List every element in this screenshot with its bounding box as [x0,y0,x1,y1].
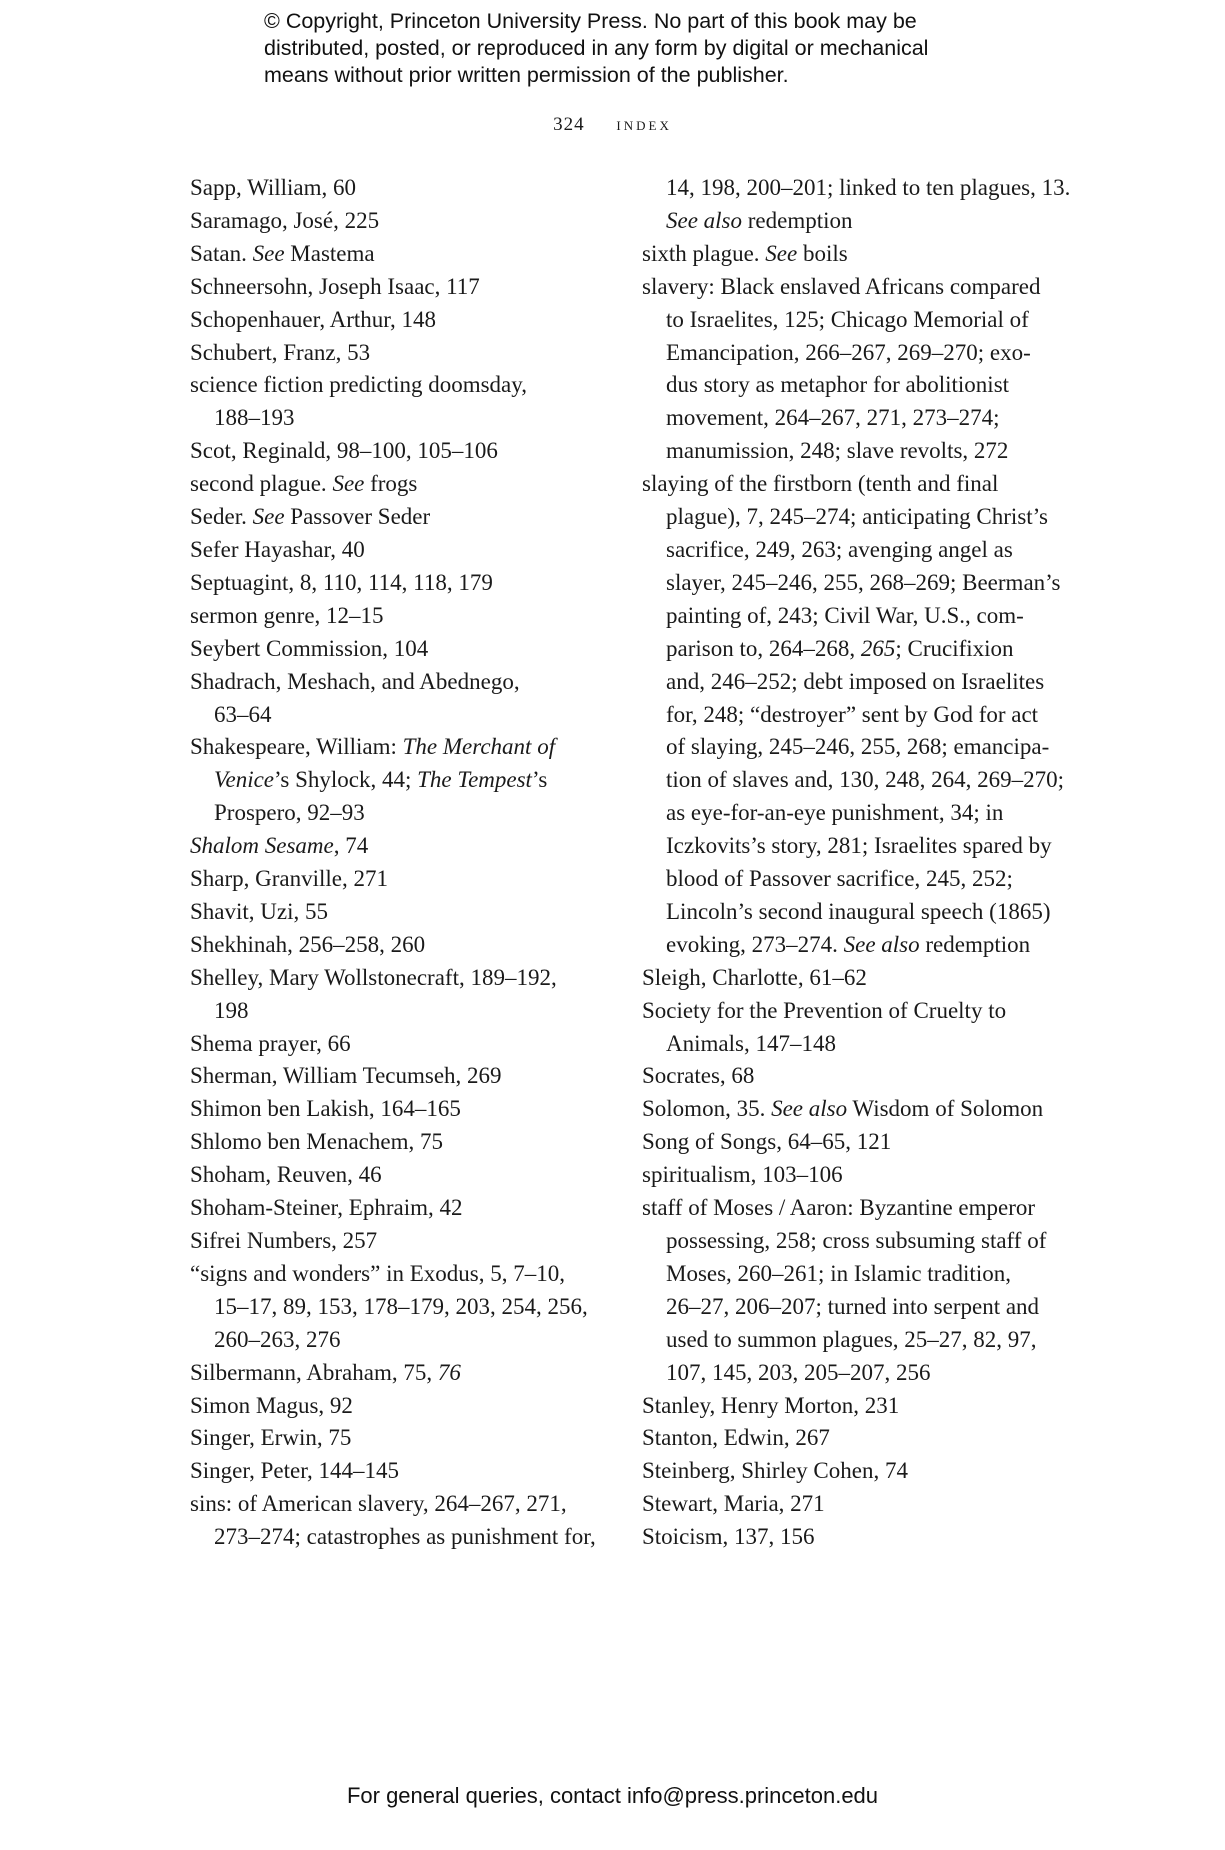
index-column-left [190,172,600,1554]
index-entry-continuation [642,863,1060,896]
index-entry [190,1159,600,1192]
entry-text: 15–17, 89, 153, 178–179, 203, 254, 256, [214,1293,588,1319]
entry-text: slavery: Black enslaved Africans compared [642,273,1041,299]
entry-text: Steinberg, Shirley Cohen, 74 [642,1458,908,1484]
index-entry-continuation [642,337,1060,370]
entry-text: sermon genre, 12–15 [190,602,384,628]
entry-text: Society for the Prevention of Cruelty to [642,997,1007,1023]
entry-text: Septuagint, 8, 110, 114, 118, 179 [190,569,493,595]
entry-text: dus story as metaphor for abolitionist [666,372,1010,398]
entry-text: Wisdom of Solomon [847,1096,1044,1122]
index-entry-continuation [190,1521,600,1554]
index-entry [190,1028,600,1061]
entry-text: sins: of American slavery, 264–267, 271, [190,1491,567,1517]
index-entry [190,1060,600,1093]
index-entry-continuation [642,764,1064,797]
entry-text: 26–27, 206–207; turned into serpent and [666,1293,1040,1319]
entry-text: Sapp, William, 60 [190,175,357,200]
entry-text: Stoicism, 137, 156 [642,1524,815,1550]
index-entry-continuation [642,304,1060,337]
entry-text: science fiction predicting doomsday, [190,372,528,398]
page-title: index [616,114,672,135]
entry-text: Passover Seder [284,504,431,530]
entry-text: redemption [742,207,853,233]
index-entry-continuation [642,501,1060,534]
index-entry-continuation [190,797,600,830]
entry-text: 273–274; catastrophes as punishment for, [214,1524,596,1550]
index-entry-continuation [642,567,1060,600]
entry-text: Shema prayer, 66 [190,1030,351,1056]
entry-text: Sleigh, Charlotte, 61–62 [642,964,867,990]
index-entry-continuation [642,1028,1060,1061]
index-entry [190,205,600,238]
index-entry [190,1192,600,1225]
entry-text: movement, 264–267, 271, 273–274; [666,405,1000,431]
index-entry [190,863,600,896]
entry-text: Stanley, Henry Morton, 231 [642,1392,900,1418]
italic-text: 265 [860,635,896,661]
entry-text: 260–263, 276 [214,1326,341,1352]
entry-text: Lincoln’s second inaugural speech (1865) [666,898,1051,924]
index-entry [190,567,600,600]
entry-text: Solomon, 35. [642,1096,772,1122]
entry-text: slaying of the firstborn (tenth and final [642,471,999,497]
index-entry [190,1390,600,1423]
index-entry [190,666,600,699]
entry-text: Satan. [190,240,253,266]
entry-text: ; Crucifixion [895,635,1014,661]
copyright-line: means without prior written permission of the publisher. [264,63,789,87]
entry-text: Animals, 147–148 [666,1030,836,1056]
entry-text: Shoham, Reuven, 46 [190,1162,382,1188]
entry-text: Socrates, 68 [642,1063,755,1089]
index-entry [190,337,600,370]
italic-text: See also [843,931,920,957]
entry-text: Mastema [284,240,375,266]
italic-text: See [252,504,285,530]
index-entry-continuation [642,699,1060,732]
index-entry [642,1455,1060,1488]
entry-text: staff of Moses / Aaron: Byzantine emperor [642,1195,1036,1221]
entry-text: Seybert Commission, 104 [190,635,429,661]
entry-text: Schneersohn, Joseph Isaac, 117 [190,273,480,299]
footer-contact: For general queries, contact info@press.princeton.edu [346,1783,879,1808]
index-entry-continuation [642,633,1060,666]
entry-text: plague), 7, 245–274; anticipating Christ’s [666,504,1049,530]
entry-text: frogs [364,471,418,497]
index-entry-continuation [190,995,600,1028]
entry-text: Scot, Reginald, 98–100, 105–106 [190,438,498,464]
entry-text: Emancipation, 266–267, 269–270; exo- [666,339,1031,365]
italic-text: The Tempest [417,767,532,793]
entry-text: 107, 145, 203, 205–207, 256 [666,1359,931,1385]
index-entry [190,896,600,929]
entry-text: 63–64 [214,701,272,727]
entry-text: spiritualism, 103–106 [642,1162,843,1188]
index-entry-continuation [642,1291,1060,1324]
entry-text: Sharp, Granville, 271 [190,866,389,892]
entry-text: Prospero, 92–93 [214,800,365,826]
index-entry [190,238,600,271]
index-entry-continuation [190,1291,600,1324]
entry-text: Shoham-Steiner, Ephraim, 42 [190,1195,463,1221]
italic-text: See [332,471,365,497]
entry-text: of slaying, 245–246, 255, 268; emancipa- [666,734,1050,760]
index-entry [190,1488,600,1521]
entry-text: Stewart, Maria, 271 [642,1491,825,1517]
entry-text: ’s [531,767,548,793]
entry-text: 198 [214,997,249,1023]
index-entry-continuation [642,1225,1060,1258]
entry-text: evoking, 273–274. [666,931,844,957]
entry-text: boils [797,240,848,266]
entry-text: Singer, Peter, 144–145 [190,1458,399,1484]
index-entry [190,501,600,534]
entry-text: , 74 [333,833,369,859]
index-entry [190,929,600,962]
index-entry [642,995,1060,1028]
index-entry [190,830,600,863]
index-entry [190,172,600,205]
index-entry [190,1455,600,1488]
index-entry-continuation [642,205,1060,238]
entry-text: Shekhinah, 256–258, 260 [190,931,426,957]
entry-text: Sherman, William Tecumseh, 269 [190,1063,502,1089]
index-entry [642,468,1060,501]
entry-text: Shadrach, Meshach, and Abednego, [190,668,520,694]
entry-text: Shavit, Uzi, 55 [190,898,328,924]
index-entry [190,1225,600,1258]
page-number: 324 [553,114,585,135]
entry-text: Shimon ben Lakish, 164–165 [190,1096,461,1122]
entry-text: Shlomo ben Menachem, 75 [190,1129,443,1155]
index-entry [190,369,600,402]
index-entry-continuation [642,929,1060,962]
index-entry [642,1390,1060,1423]
index-entry-continuation [642,1357,1060,1390]
index-entry-continuation [642,830,1060,863]
index-entry [642,1060,1060,1093]
italic-text: Shalom Sesame [190,833,334,859]
entry-text: Schubert, Franz, 53 [190,339,371,365]
index-entry [190,1093,600,1126]
index-entry-continuation [190,699,600,732]
index-entry [190,435,600,468]
index-entry [190,304,600,337]
index-entry [642,238,1060,271]
entry-text: to Israelites, 125; Chicago Memorial of [666,306,1029,332]
index-entry-continuation [642,666,1060,699]
entry-text: redemption [919,931,1031,957]
index-entry [642,1192,1060,1225]
index-column-right [642,172,1071,1554]
index-entry [642,1488,1060,1521]
copyright-line: distributed, posted, or reproduced in any form by digital or mechanical [264,36,929,60]
index-entry-continuation [642,731,1060,764]
index-entry [642,271,1060,304]
index-entry [190,731,600,764]
entry-text: for, 248; “destroyer” sent by God for act [666,701,1039,727]
index-entry-continuation [190,1324,600,1357]
entry-text: second plague. [190,471,333,497]
index-entry-continuation [642,1258,1060,1291]
italic-text: See [765,240,798,266]
index-entry-continuation [642,172,1071,205]
index-entry [642,1126,1060,1159]
italic-text: See also [666,207,743,233]
index-entry-continuation [642,797,1060,830]
index-entry [190,468,600,501]
index-entry [642,1521,1060,1554]
entry-text: Song of Songs, 64–65, 121 [642,1129,892,1155]
index-entry [190,962,600,995]
entry-text: slayer, 245–246, 255, 268–269; Beerman’s [666,569,1061,595]
entry-text: 14, 198, 200–201; linked to ten plagues, 13. [666,175,1071,200]
entry-text: and, 246–252; debt imposed on Israelites [666,668,1045,694]
entry-text: Schopenhauer, Arthur, 148 [190,306,436,332]
entry-text: 188–193 [214,405,295,431]
index-entry [642,1422,1060,1455]
entry-text: Saramago, José, 225 [190,207,380,233]
entry-text: painting of, 243; Civil War, U.S., com- [666,602,1024,628]
index-entry [190,534,600,567]
index-entry [642,962,1060,995]
entry-text: sixth plague. [642,240,766,266]
entry-text: Simon Magus, 92 [190,1392,353,1418]
copyright-line: © Copyright, Princeton University Press. No part of this book may be [264,9,917,33]
index-entry [642,1093,1060,1126]
index-entry-continuation [190,764,600,797]
index-entry [642,1159,1060,1192]
index-entry-continuation [642,600,1060,633]
entry-text: Silbermann, Abraham, 75, [190,1359,438,1385]
index-entry [190,1422,600,1455]
entry-text: manumission, 248; slave revolts, 272 [666,438,1009,464]
italic-text: Venice [214,767,275,793]
entry-text: parison to, 264–268, [666,635,861,661]
italic-text: See [252,240,285,266]
entry-text: Iczkovits’s story, 281; Israelites spared by [666,833,1052,859]
running-head [0,114,1225,136]
index-entry-continuation [642,1324,1060,1357]
entry-text: Singer, Erwin, 75 [190,1425,352,1451]
italic-text: 76 [437,1359,461,1385]
entry-text: “signs and wonders” in Exodus, 5, 7–10, [190,1260,565,1286]
index-entry [190,633,600,666]
entry-text: Seder. [190,504,253,530]
index-entry-continuation [642,534,1060,567]
italic-text: The Merchant of [402,734,556,760]
entry-text: as eye-for-an-eye punishment, 34; in [666,800,1004,826]
index-entry-continuation [642,896,1060,929]
index-entry-continuation [642,402,1060,435]
entry-text: Stanton, Edwin, 267 [642,1425,830,1451]
italic-text: See also [771,1096,848,1122]
entry-text: used to summon plagues, 25–27, 82, 97, [666,1326,1037,1352]
entry-text: ’s Shylock, 44; [274,767,418,793]
entry-text: blood of Passover sacrifice, 245, 252; [666,866,1013,892]
entry-text: Shelley, Mary Wollstonecraft, 189–192, [190,964,557,990]
copyright-notice [264,8,984,89]
entry-text: tion of slaves and, 130, 248, 264, 269–270; [666,767,1064,793]
index-entry-continuation [642,369,1060,402]
index-entry [190,600,600,633]
entry-text: Sefer Hayashar, 40 [190,536,365,562]
index-entry-continuation [190,402,600,435]
entry-text: Sifrei Numbers, 257 [190,1228,378,1253]
index-entry [190,271,600,304]
entry-text: Shakespeare, William: [190,734,403,760]
entry-text: Moses, 260–261; in Islamic tradition, [666,1260,1011,1286]
entry-text: sacrifice, 249, 263; avenging angel as [666,536,1013,562]
index-entry-continuation [642,435,1060,468]
index-entry [190,1357,600,1390]
index-entry [190,1126,600,1159]
entry-text: possessing, 258; cross subsuming staff of [666,1228,1047,1253]
index-entry [190,1258,600,1291]
